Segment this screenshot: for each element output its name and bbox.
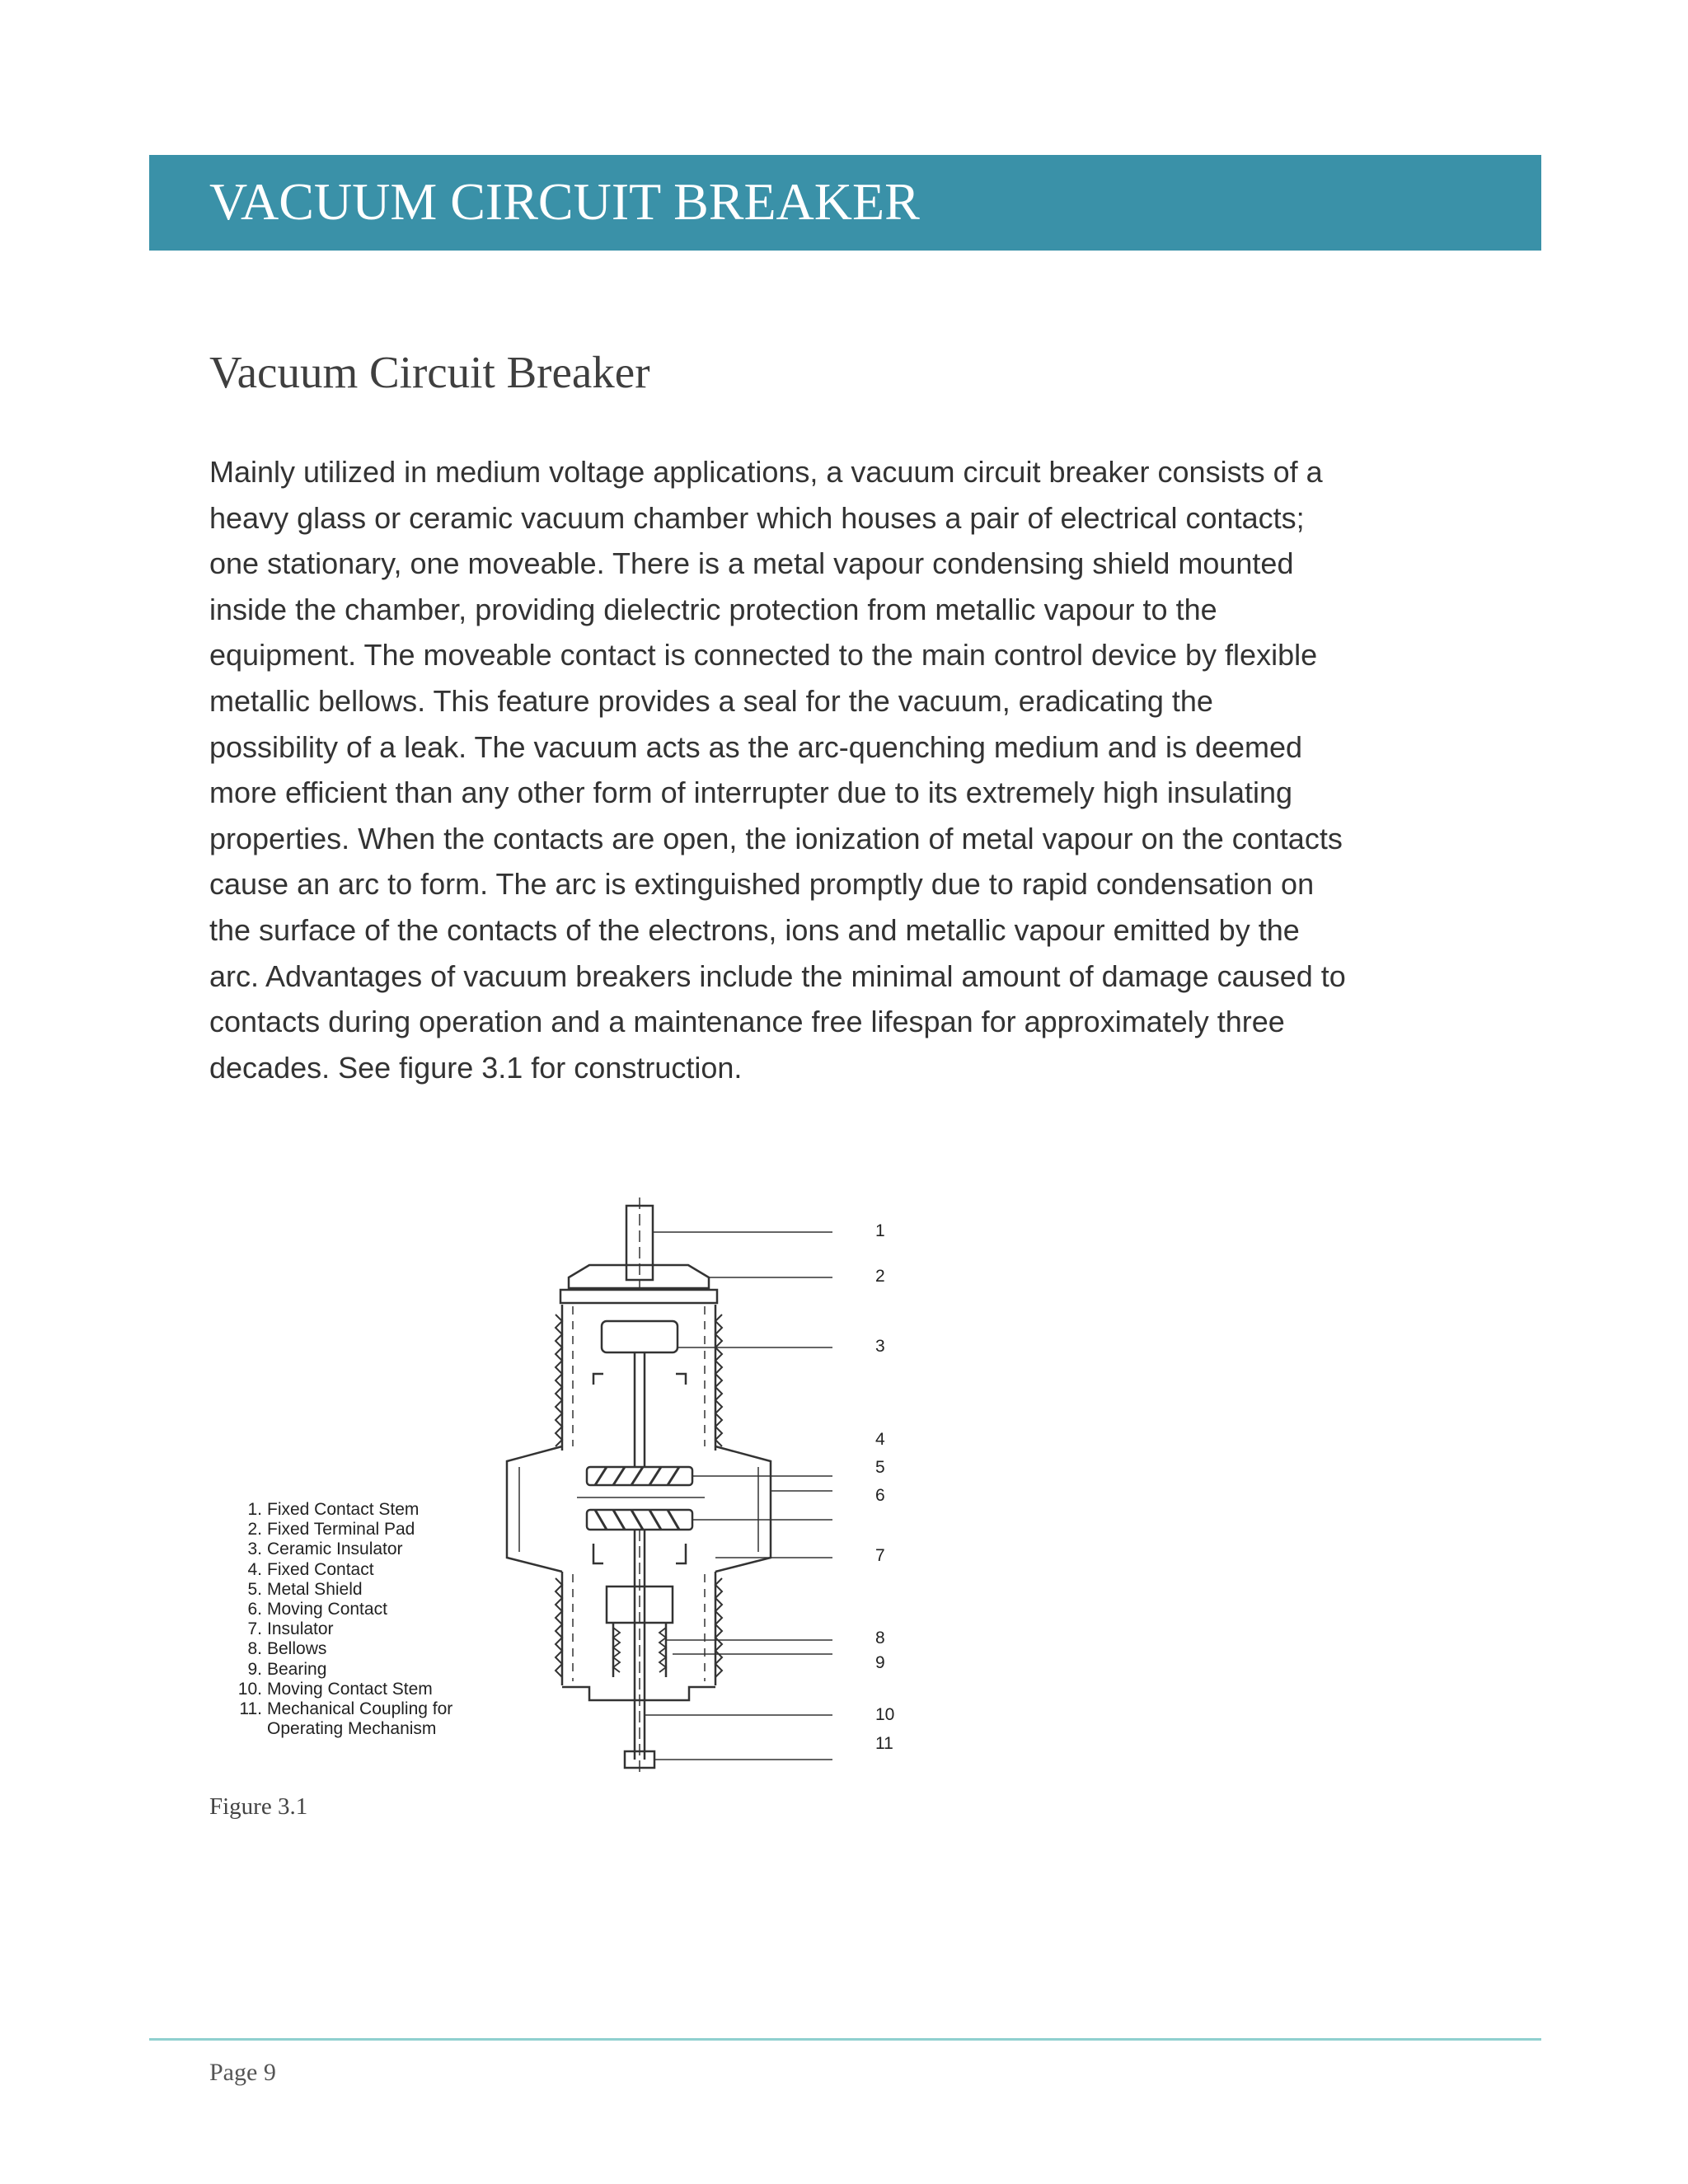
footer-divider <box>149 2038 1541 2041</box>
legend-item: 8. Bellows <box>247 1639 327 1659</box>
callout-label: 6 <box>875 1486 885 1505</box>
body-line: cause an arc to form. The arc is extinguished promptly due to rapid condensation on <box>209 867 1315 902</box>
figure-caption: Figure 3.1 <box>209 1793 308 1820</box>
legend-item: 7. Insulator <box>247 1619 334 1639</box>
page-title: VACUUM CIRCUIT BREAKER <box>209 172 920 231</box>
legend-item: 2. Fixed Terminal Pad <box>247 1520 415 1540</box>
legend-item: 11. Mechanical Coupling for Operating Mechanism <box>239 1699 453 1739</box>
legend-item: 5. Metal Shield <box>247 1579 363 1599</box>
body-line: properties. When the contacts are open, the ionization of metal vapour on the contacts <box>209 821 1343 855</box>
diagram-legend <box>237 1500 452 1739</box>
legend-item: 6. Moving Contact <box>247 1600 387 1619</box>
section-heading: Vacuum Circuit Breaker <box>209 347 650 397</box>
body-line: inside the chamber, providing dielectric protection from metallic vapour to the <box>209 592 1217 626</box>
body-line: metallic bellows. This feature provides a seal for the vacuum, eradicating the <box>209 683 1213 718</box>
callout-label: 10 <box>875 1705 895 1724</box>
body-line: possibility of a leak. The vacuum acts as the arc-quenching medium and is deemed <box>209 729 1303 764</box>
legend-item: 9. Bearing <box>247 1659 327 1679</box>
callout-label: 11 <box>875 1734 893 1753</box>
vacuum-breaker-diagram <box>223 1183 915 1776</box>
callout-label: 4 <box>875 1430 885 1449</box>
legend-item: 10. Moving Contact Stem <box>237 1679 433 1699</box>
callout-label: 7 <box>875 1546 885 1565</box>
body-line: decades. See figure 3.1 for construction. <box>209 1050 743 1085</box>
body-line: Mainly utilized in medium voltage applications, a vacuum circuit breaker consists of a <box>209 455 1323 489</box>
callout-label: 2 <box>875 1267 885 1286</box>
page-number: Page 9 <box>209 2059 276 2086</box>
body-line: arc. Advantages of vacuum breakers include the minimal amount of damage caused to <box>209 958 1346 993</box>
callout-label: 3 <box>875 1337 885 1356</box>
callout-label: 1 <box>875 1221 885 1240</box>
body-line: contacts during operation and a maintenance free lifespan for approximately three <box>209 1005 1285 1039</box>
title-banner <box>149 155 1541 251</box>
body-line: more efficient than any other form of interrupter due to its extremely high insulating <box>209 776 1293 810</box>
callout-label: 9 <box>875 1653 885 1672</box>
body-line: one stationary, one moveable. There is a metal vapour condensing shield mounted <box>209 546 1294 581</box>
body-paragraph <box>209 449 1495 1090</box>
legend-item: 3. Ceramic Insulator <box>247 1540 403 1559</box>
body-line: equipment. The moveable contact is connected to the main control device by flexible <box>209 638 1318 673</box>
callout-label: 8 <box>875 1629 885 1647</box>
legend-item: 4. Fixed Contact <box>247 1559 374 1579</box>
body-line: the surface of the contacts of the electrons, ions and metallic vapour emitted by the <box>209 912 1300 947</box>
body-line: heavy glass or ceramic vacuum chamber which houses a pair of electrical contacts; <box>209 500 1305 535</box>
callout-label: 5 <box>875 1458 885 1477</box>
legend-item: 1. Fixed Contact Stem <box>247 1500 420 1519</box>
